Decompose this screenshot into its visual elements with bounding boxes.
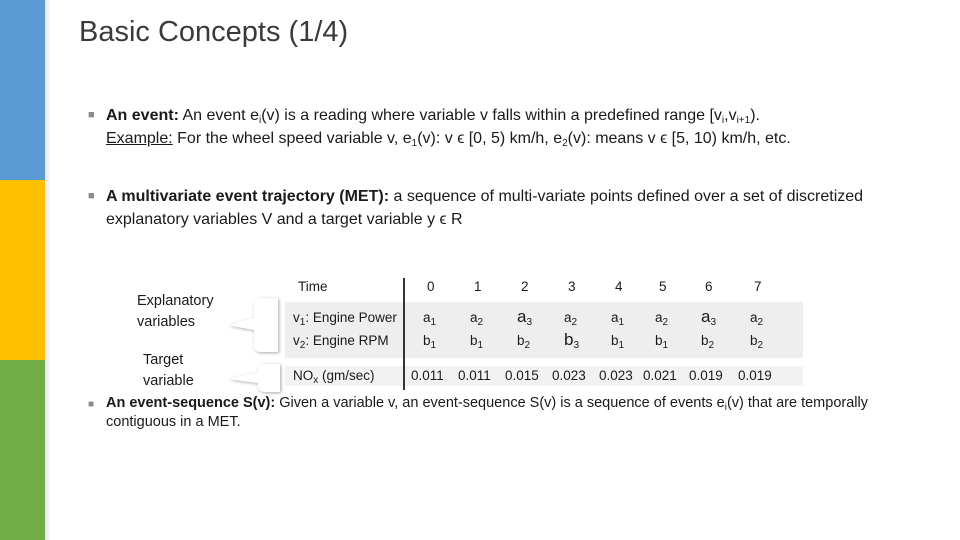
subscript: 3 [526,317,533,328]
subscript: 2 [299,340,306,351]
cell-value: 0.021 [643,368,677,383]
cell-value [611,310,625,328]
subscript: 2 [662,317,669,328]
callout-target [143,350,194,392]
bullet-marker-icon: ■ [88,190,95,202]
callout-explanatory [137,291,214,333]
row-label [293,368,375,386]
cell-value: 0.019 [689,368,723,383]
cell-value [655,333,669,351]
callout-line: variable [143,373,194,389]
subscript: 1 [430,317,437,328]
time-value: 4 [615,279,623,294]
cell-symbol: b [470,333,478,348]
row-label-var: v [293,310,300,325]
cell-symbol: a [701,307,711,326]
subscript: 2 [477,317,484,328]
text: For the wheel speed variable v, e [172,130,412,147]
cell-symbol: b [611,333,619,348]
subscript: 1 [477,340,484,351]
callout-line: variables [137,314,196,330]
cell-symbol: b [517,333,525,348]
term-event: An event: [106,107,179,124]
callout-line: Explanatory [137,293,214,309]
explanatory-bracket-shape [228,298,278,352]
met-table [285,272,805,390]
time-value: 3 [568,279,576,294]
cell-value [750,310,764,328]
cell-value [750,333,764,351]
subscript: 2 [757,340,764,351]
subscript: 1 [430,340,437,351]
time-value: 2 [521,279,529,294]
subscript: 1 [662,340,669,351]
cell-value [470,310,484,328]
text: (v): means v ϵ [5, 10) km/h, etc. [567,130,791,147]
row-label [293,310,397,328]
subscript: 1 [618,317,625,328]
text: ). [750,107,760,124]
cell-value [564,310,578,328]
text: (v) is a reading where variable v falls within a predefined range [v [261,107,722,124]
cell-value [655,310,669,328]
row-label-var: NO [293,368,314,383]
cell-symbol: b [564,330,574,349]
subscript: 1 [411,138,418,149]
example-label: Example: [106,130,173,147]
subscript: i+1 [736,115,751,126]
cell-value [423,310,437,328]
text: ,v [724,107,737,124]
text: (v): v ϵ [0, 5) km/h, e [417,130,563,147]
text: (v) that are temporally contiguous in a MET. [106,395,868,430]
subscript: 1 [618,340,625,351]
cell-symbol: a [655,310,663,325]
cell-value [611,333,625,351]
cell-value [701,307,716,327]
cell-value: 0.023 [552,368,586,383]
cell-value: 0.023 [599,368,633,383]
cell-symbol: a [517,307,527,326]
time-value: 5 [659,279,667,294]
row-label-text: : Engine RPM [305,333,389,348]
row-label-var: v [293,333,300,348]
text: Given a variable v, an event-sequence S(v) is a sequence of events e [275,395,725,411]
cell-value [701,333,715,351]
time-value: 6 [705,279,713,294]
cell-value: 0.015 [505,368,539,383]
time-value: 7 [754,279,762,294]
cell-value: 0.019 [738,368,772,383]
subscript: i [724,402,727,413]
subscript: 2 [571,317,578,328]
subscript: i [258,115,262,126]
callout-line: Target [143,352,184,368]
bullet-event-sequence [88,394,908,432]
cell-symbol: a [423,310,431,325]
subscript: i [721,115,725,126]
cell-symbol: b [701,333,709,348]
subscript: 3 [573,340,580,351]
text: a sequence of multi-variate points defined over a set of discretized explanatory variables V and a target variable y ϵ R [106,188,864,228]
slide-title: Basic Concepts (1/4) [79,16,349,48]
cell-value: 0.011 [411,368,444,383]
subscript: 2 [708,340,715,351]
term-met: A multivariate event trajectory (MET): [106,188,390,205]
cell-symbol: a [470,310,478,325]
header-time: Time [298,279,328,294]
term-event-sequence: An event-sequence S(v): [106,395,276,411]
cell-symbol: b [750,333,758,348]
cell-value [517,307,532,327]
cell-value [470,333,484,351]
cell-value [517,333,531,351]
subscript: 1 [299,317,306,328]
cell-symbol: b [655,333,663,348]
table-divider [403,278,405,390]
subscript: 2 [757,317,764,328]
cell-symbol: a [611,310,619,325]
subscript: x [313,375,319,386]
bullet-marker-icon: ■ [88,109,95,121]
cell-symbol: a [564,310,572,325]
row-label [293,333,389,351]
bullet-marker-icon: ■ [88,399,95,410]
cell-value [423,333,437,351]
cell-value: 0.011 [458,368,491,383]
time-value: 1 [474,279,482,294]
subscript: 3 [710,317,717,328]
time-value: 0 [427,279,435,294]
subscript: 2 [562,138,568,149]
cell-value [564,330,579,350]
target-bracket-shape [228,364,280,392]
cell-symbol: b [423,333,431,348]
row-label-text: : Engine Power [305,310,397,325]
row-label-text: (gm/sec) [318,368,375,383]
cell-symbol: a [750,310,758,325]
text: An event e [178,107,259,124]
subscript: 2 [524,340,531,351]
